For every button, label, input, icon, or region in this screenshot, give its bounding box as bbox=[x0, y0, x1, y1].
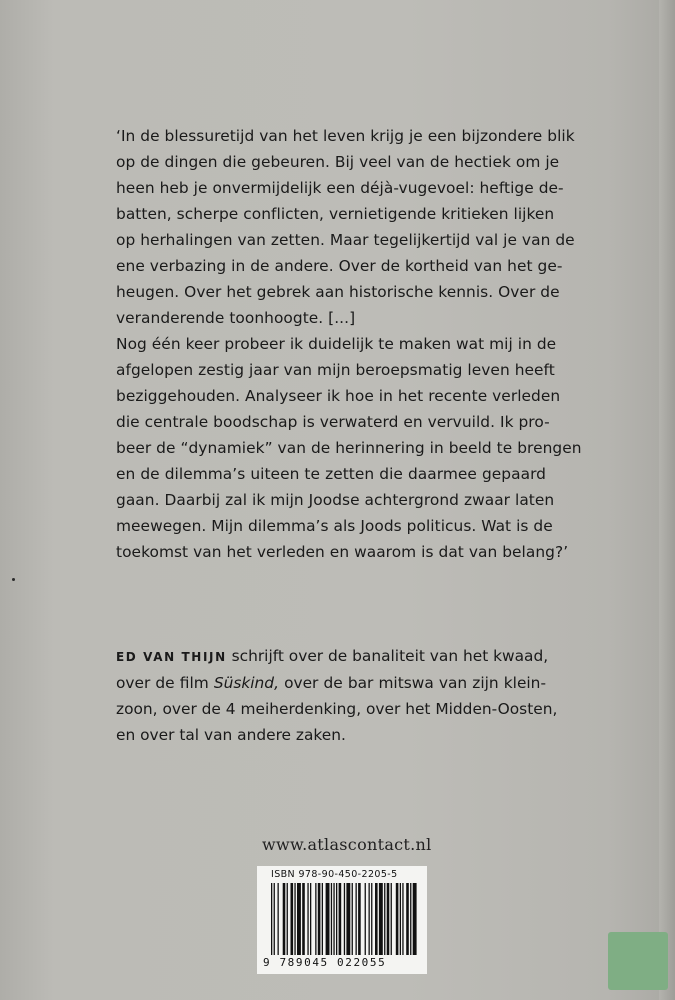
film-title: Süskind, bbox=[213, 674, 279, 692]
barcode-bar bbox=[294, 883, 295, 955]
quote-line: op de dingen die gebeuren. Bij veel van de hectiek om je bbox=[116, 153, 560, 171]
quote-line: op herhalingen van zetten. Maar tegelijkertijd val je van de bbox=[116, 231, 575, 249]
sticker-corner bbox=[608, 932, 668, 990]
barcode-bar bbox=[369, 883, 370, 955]
quote-line: batten, scherpe conflicten, vernietigende kritieken lijken bbox=[116, 205, 555, 223]
barcode-bar bbox=[310, 883, 311, 955]
author-line-2-pre: over de film bbox=[116, 674, 214, 692]
barcode-bar bbox=[352, 883, 353, 955]
barcode-bar bbox=[333, 883, 334, 955]
barcode-label bbox=[257, 866, 427, 974]
quote-line: afgelopen zestig jaar van mijn beroepsmatig leven heeft bbox=[116, 361, 555, 379]
barcode-bar bbox=[297, 883, 301, 955]
barcode-bar bbox=[387, 883, 390, 955]
barcode-bar bbox=[302, 883, 305, 955]
barcode-bar bbox=[344, 883, 345, 955]
barcode-bar bbox=[274, 883, 275, 955]
quote-line: beer de “dynamiek” van de herinnering in beeld te brengen bbox=[116, 439, 582, 457]
quote-line: ene verbazing in de andere. Over de kortheid van het ge- bbox=[116, 257, 563, 275]
barcode-icon bbox=[267, 883, 417, 957]
quote-line: ‘In de blessuretijd van het leven krijg je een bijzondere blik bbox=[116, 127, 575, 145]
quote-line: gaan. Daarbij zal ik mijn Joodse achtergrond zwaar laten bbox=[116, 491, 555, 509]
author-line-2-post: over de bar mitswa van zijn klein- bbox=[278, 674, 546, 692]
barcode-bar bbox=[346, 883, 350, 955]
barcode-bar bbox=[283, 883, 286, 955]
quote-line: Nog één keer probeer ik duidelijk te maken wat mij in de bbox=[116, 335, 557, 353]
dust-speck bbox=[12, 578, 15, 581]
barcode-bar bbox=[358, 883, 361, 955]
author-line-1-text: schrijft over de banaliteit van het kwaad, bbox=[226, 647, 549, 665]
quote-paragraph bbox=[116, 123, 582, 565]
author-line-1 bbox=[116, 643, 549, 670]
isbn-text: ISBN 978-90-450-2205-5 bbox=[271, 869, 398, 880]
quote-line: heugen. Over het gebrek aan historische kennis. Over de bbox=[116, 283, 560, 301]
barcode-bar bbox=[375, 883, 378, 955]
author-blurb bbox=[116, 643, 558, 748]
barcode-bar bbox=[326, 883, 330, 955]
publisher-website: www.atlascontact.nl bbox=[262, 835, 432, 854]
barcode-bar bbox=[402, 883, 403, 955]
barcode-bar bbox=[371, 883, 372, 955]
author-line-2 bbox=[116, 670, 546, 696]
quote-line: beziggehouden. Analyseer ik hoe in het recente verleden bbox=[116, 387, 561, 405]
quote-line: meewegen. Mijn dilemma’s als Joods politicus. Wat is de bbox=[116, 517, 553, 535]
barcode-bar bbox=[406, 883, 409, 955]
barcode-bar bbox=[391, 883, 392, 955]
quote-line: veranderende toonhoogte. [...] bbox=[116, 309, 356, 327]
author-name: ED VAN THIJN bbox=[116, 650, 227, 664]
quote-line: die centrale boodschap is verwaterd en vervuild. Ik pro- bbox=[116, 413, 550, 431]
barcode-bar bbox=[307, 883, 308, 955]
barcode-digits: 9 789045 022055 bbox=[263, 956, 387, 969]
barcode-bar bbox=[379, 883, 383, 955]
barcode-bar bbox=[396, 883, 399, 955]
barcode-bar bbox=[365, 883, 366, 955]
barcode-bar bbox=[339, 883, 342, 955]
barcode-bar bbox=[318, 883, 321, 955]
quote-line: toekomst van het verleden en waarom is dat van belang?’ bbox=[116, 543, 569, 561]
barcode-bar bbox=[271, 883, 272, 955]
barcode-bar bbox=[278, 883, 279, 955]
barcode-bar bbox=[356, 883, 357, 955]
author-line-3: zoon, over de 4 meiherdenking, over het Midden-Oosten, bbox=[116, 700, 558, 718]
barcode-bar bbox=[336, 883, 337, 955]
barcode-bar bbox=[315, 883, 316, 955]
barcode-bar bbox=[410, 883, 411, 955]
barcode-bar bbox=[331, 883, 332, 955]
quote-line: heen heb je onvermijdelijk een déjà-vugevoel: heftige de- bbox=[116, 179, 564, 197]
author-line-4: en over tal van andere zaken. bbox=[116, 726, 346, 744]
quote-line: en de dilemma’s uiteen te zetten die daarmee gepaard bbox=[116, 465, 546, 483]
barcode-bar bbox=[291, 883, 294, 955]
barcode-bar bbox=[322, 883, 323, 955]
cover-edge bbox=[659, 0, 675, 1000]
barcode-bar bbox=[413, 883, 417, 955]
barcode-bar bbox=[384, 883, 385, 955]
barcode-bar bbox=[400, 883, 401, 955]
barcode-bar bbox=[287, 883, 288, 955]
